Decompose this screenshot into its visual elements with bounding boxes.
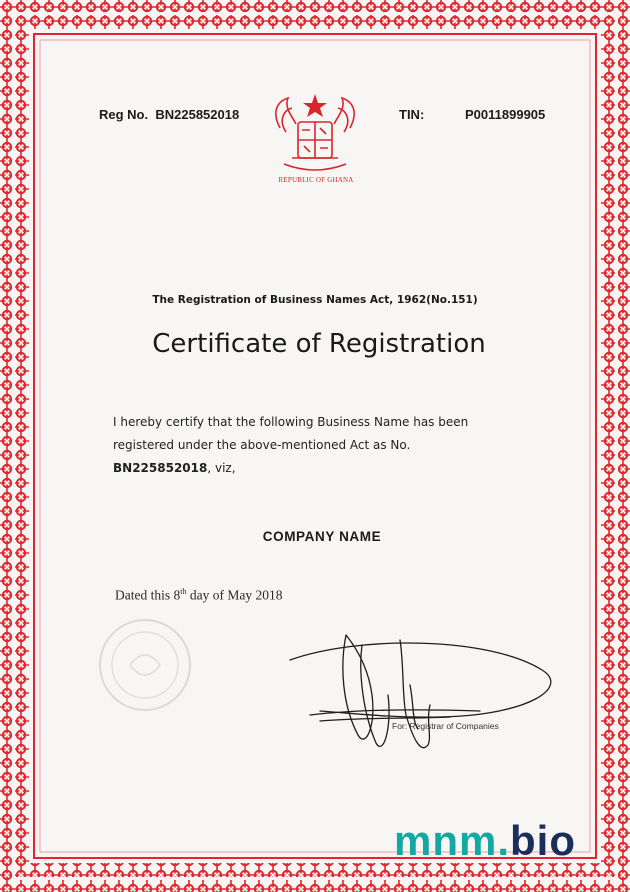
embossed-seal-icon <box>95 615 195 715</box>
tin-number: P0011899905 <box>465 107 546 122</box>
statement-line-3: BN225852018, viz, <box>113 461 236 475</box>
certificate-title: Certificate of Registration <box>152 329 486 359</box>
reg-number-label: Reg No. BN225852018 <box>99 107 240 122</box>
date-line: Dated this 8th day of May 2018 <box>115 587 283 603</box>
certification-statement <box>113 411 533 480</box>
statement-line-1: I hereby certify that the following Business Name has been <box>113 415 469 429</box>
tin-label: TIN: <box>399 107 425 122</box>
statement-line-2: registered under the above-mentioned Act as No. <box>113 438 411 452</box>
signature-caption: For: Registrar of Companies <box>392 721 499 731</box>
coat-of-arms-icon <box>262 88 368 176</box>
registrar-signature <box>280 625 570 765</box>
act-title: The Registration of Business Names Act, 1962(No.151) <box>152 294 478 306</box>
company-name: COMPANY NAME <box>262 529 382 544</box>
site-watermark: mnm.bio <box>394 817 576 864</box>
reg-number: BN225852018 <box>155 107 240 122</box>
statement-number: BN225852018 <box>113 461 208 475</box>
emblem-caption: REPUBLIC OF GHANA <box>278 176 354 184</box>
